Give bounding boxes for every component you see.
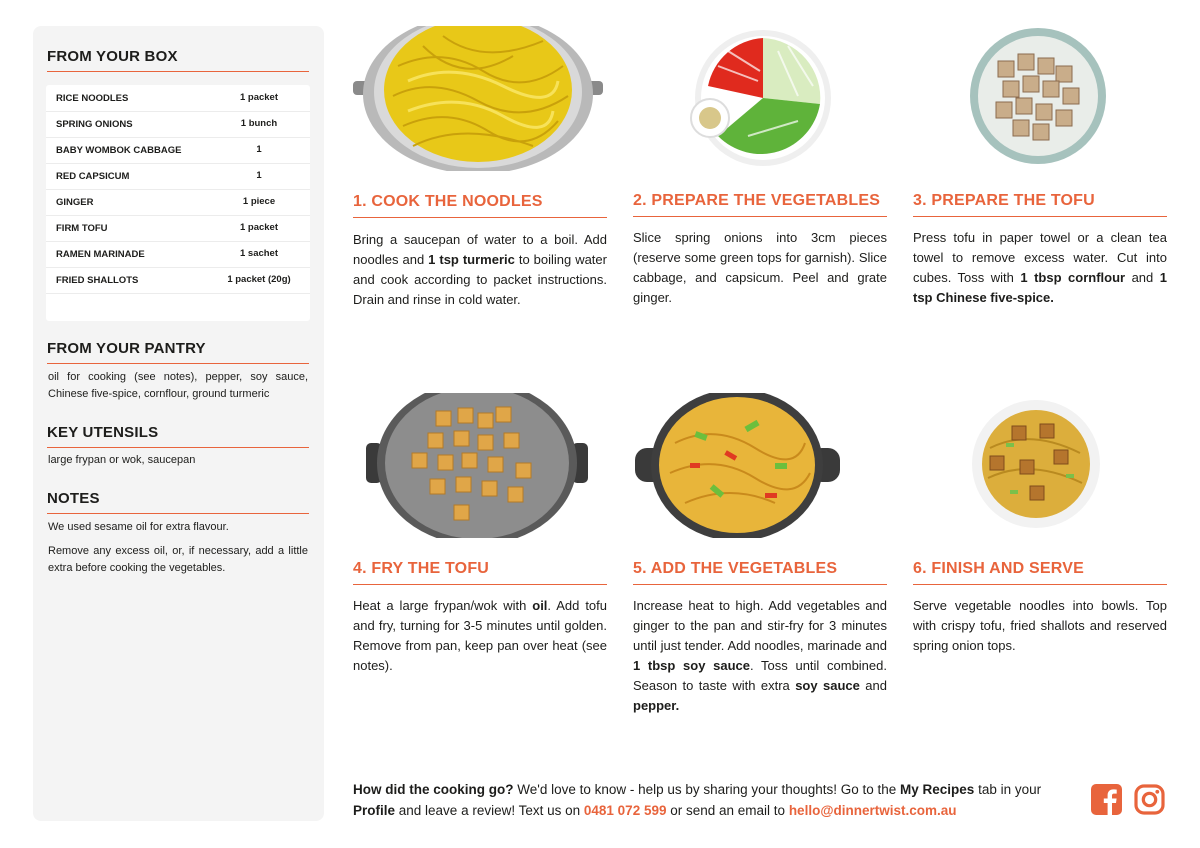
table-row xyxy=(46,189,310,216)
ingredient-name: FIRM TOFU xyxy=(56,223,108,234)
email-link[interactable]: hello@dinnertwist.com.au xyxy=(788,803,957,818)
step-5-text: Increase heat to high. Add vegetables and ginger to the pan and stir-fry for 3 minutes until just tender. Add noodles, marinade and 1 tbsp soy sauce. Toss until combined. Season to taste with extra soy sauce and pepper. xyxy=(633,598,887,713)
table-row xyxy=(46,241,310,268)
step-2-title: 2. PREPARE THE VEGETABLES xyxy=(633,192,887,217)
step-3-text: Press tofu in paper towel or a clean tea towel to remove excess water. Cut into cubes. Toss with 1 tbsp cornflour and 1 tsp Chinese five-spice. xyxy=(913,230,1167,305)
utensils-title: KEY UTENSILS xyxy=(47,424,309,448)
step-3-title: 3. PREPARE THE TOFU xyxy=(913,192,1167,217)
ingredient-qty: 1 packet (20g) xyxy=(227,274,291,285)
vegetables-plate-photo xyxy=(688,26,838,171)
ingredients-table xyxy=(46,85,310,321)
table-row xyxy=(46,111,310,138)
ingredient-name: RAMEN MARINADE xyxy=(56,249,145,260)
ingredient-name: SPRING ONIONS xyxy=(56,119,133,130)
step-4-text: Heat a large frypan/wok with oil. Add tofu and fry, turning for 3-5 minutes until golden. Remove from pan, keep pan over heat (see notes). xyxy=(353,598,607,673)
table-row xyxy=(46,85,310,112)
ingredient-qty: 1 bunch xyxy=(240,118,278,129)
noodles-pot-photo xyxy=(353,26,603,171)
stir-fry-pan-photo xyxy=(635,393,840,538)
sidebar xyxy=(33,26,324,821)
ingredient-qty: 1 xyxy=(256,170,262,181)
ingredient-name: RED CAPSICUM xyxy=(56,171,130,182)
tofu-bowl-photo xyxy=(968,26,1108,166)
table-row xyxy=(46,267,310,294)
table-row xyxy=(46,163,310,190)
ingredient-name: FRIED SHALLOTS xyxy=(56,275,139,286)
step-4-title: 4. FRY THE TOFU xyxy=(353,560,607,585)
ingredient-qty: 1 piece xyxy=(242,196,276,207)
table-row xyxy=(46,215,310,242)
pantry-text: oil for cooking (see notes), pepper, soy sauce, Chinese five-spice, cornflour, ground turmeric xyxy=(48,371,308,400)
ingredient-qty: 1 xyxy=(256,144,262,155)
ingredient-qty: 1 packet xyxy=(239,92,279,103)
step-1-title: 1. COOK THE NOODLES xyxy=(353,193,607,218)
ingredient-name: RICE NOODLES xyxy=(56,93,129,104)
footer-question: How did the cooking go? xyxy=(353,782,514,797)
step-1-text: Bring a saucepan of water to a boil. Add noodles and 1 tsp turmeric to boiling water and cook according to packet instructions. Drain and rinse in cold water. xyxy=(353,232,607,307)
table-row xyxy=(46,137,310,164)
notes-title: NOTES xyxy=(47,490,309,514)
step-5-title: 5. ADD THE VEGETABLES xyxy=(633,560,887,585)
frying-tofu-photo xyxy=(366,393,588,538)
pantry-title: FROM YOUR PANTRY xyxy=(47,340,309,364)
ingredient-qty: 1 packet xyxy=(239,222,279,233)
from-box-title: FROM YOUR BOX xyxy=(47,48,309,72)
feedback-footer: How did the cooking go? We'd love to know - help us by sharing your thoughts! Go to the My Recipes tab in your Profile and leave a review! Text us on 0481 072 599 or send an email to hello@dinnertwist.com.au xyxy=(353,782,1042,818)
utensils-text: large frypan or wok, saucepan xyxy=(48,454,196,466)
ingredient-name: BABY WOMBOK CABBAGE xyxy=(56,145,182,156)
step-6-text: Serve vegetable noodles into bowls. Top with crispy tofu, fried shallots and reserved spring onion tops. xyxy=(913,598,1167,653)
facebook-icon[interactable] xyxy=(1091,784,1122,815)
step-6-title: 6. FINISH AND SERVE xyxy=(913,560,1167,585)
phone-link[interactable]: 0481 072 599 xyxy=(583,803,667,818)
ingredient-name: GINGER xyxy=(56,197,94,208)
finished-bowl-photo xyxy=(970,398,1102,530)
notes-line-2: Remove any excess oil, or, if necessary, add a little extra before cooking the vegetables. xyxy=(48,545,308,574)
ingredient-qty: 1 sachet xyxy=(239,248,279,259)
instagram-icon[interactable] xyxy=(1134,784,1165,815)
notes-line-1: We used sesame oil for extra flavour. xyxy=(48,521,229,533)
step-2-text: Slice spring onions into 3cm pieces (reserve some green tops for garnish). Slice cabbage, and capsicum. Peel and grate ginger. xyxy=(633,230,887,305)
